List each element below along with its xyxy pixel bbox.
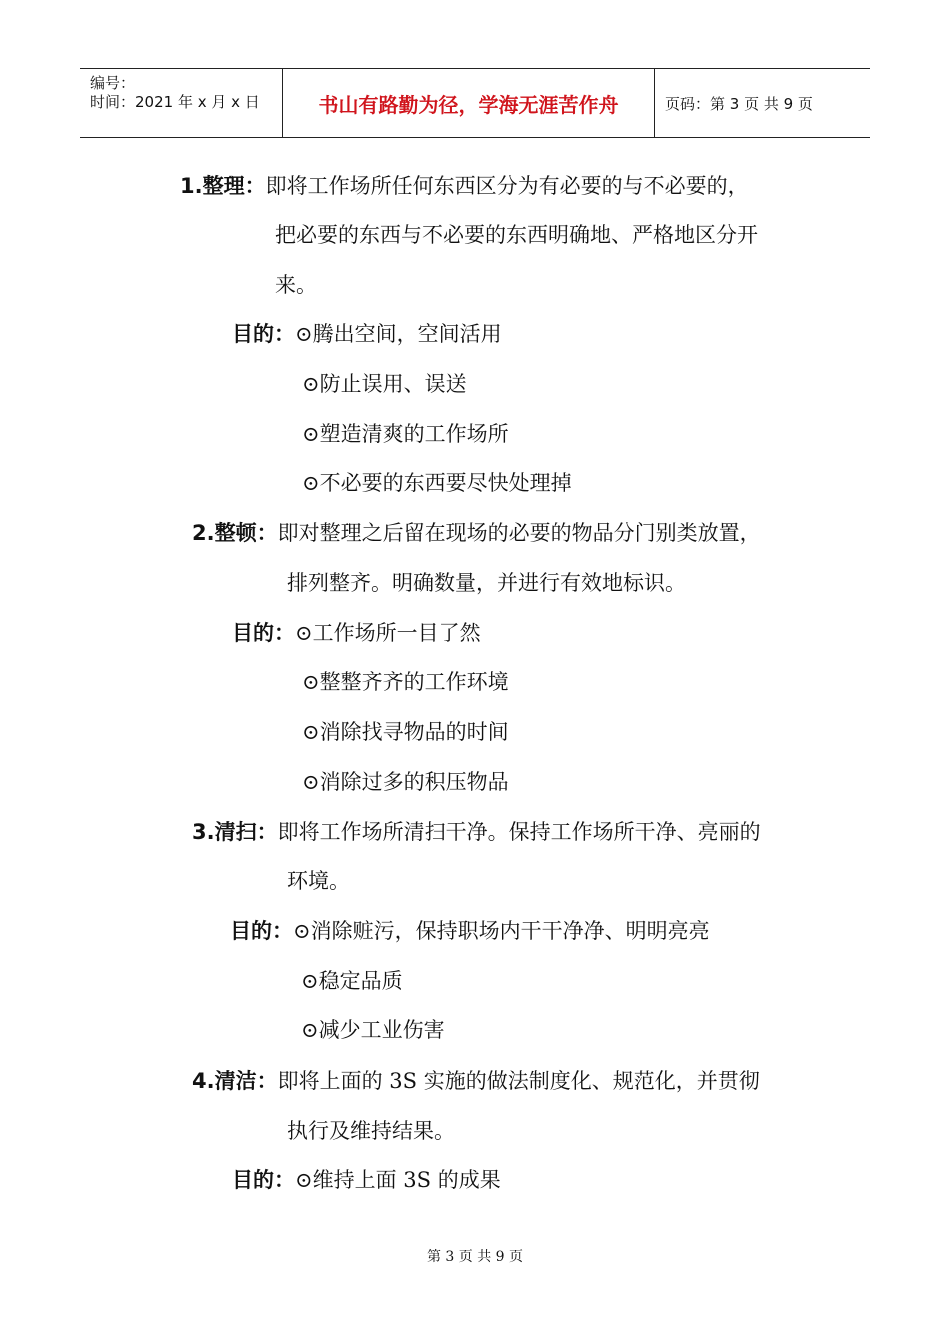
goal-item: ⊙腾出空间，空间活用 [295,322,502,346]
section-2-goal-2: ⊙整整齐齐的工作环境 [302,670,509,694]
section-2-line-1 [192,519,761,547]
page-header [80,68,870,138]
goal-label: 目的： [232,621,295,645]
goal-item: ⊙工作场所一目了然 [295,621,481,645]
page-footer: 第 3 页 共 9 页 [426,1249,524,1265]
section-3-goal-1 [230,917,710,945]
goal-item: ⊙消除赃污，保持职场内干干净净、明明亮亮 [293,919,710,943]
goal-label: 目的： [232,322,295,346]
section-2-line-2: 排列整齐。明确数量，并进行有效地标识。 [287,571,686,595]
section-text: 即将工作场所清扫干净。保持工作场所干净、亮丽的 [277,820,761,844]
section-term: 2.整顿： [192,521,278,545]
section-1-line-3: 来。 [275,273,317,297]
goal-label: 目的： [232,1168,295,1192]
section-1-goal-4: ⊙不必要的东西要尽快处理掉 [302,471,572,495]
header-motto: 书山有路勤为径，学海无涯苦作舟 [318,92,619,117]
section-4-line-1 [192,1067,760,1095]
goal-label: 目的： [230,919,293,943]
section-term: 3.清扫： [192,820,278,844]
section-4-line-2: 执行及维持结果。 [287,1119,455,1143]
section-3-goal-2: ⊙稳定品质 [301,969,403,993]
section-3-line-2: 环境。 [287,869,350,893]
section-4-goal-1 [232,1166,501,1194]
section-3-goal-3: ⊙减少工业伤害 [301,1018,445,1042]
number-label: 编号： [90,74,136,92]
section-2-goal-4: ⊙消除过多的积压物品 [302,770,509,794]
section-term: 1.整理： [180,174,266,198]
section-1-goal-1 [232,320,502,348]
section-text: 即将工作场所任何东西区分为有必要的与不必要的， [265,174,749,198]
section-term: 4.清洁： [192,1069,278,1093]
section-1-line-2: 把必要的东西与不必要的东西明确地、严格地区分开 [275,223,758,247]
time-label: 时间：2021 年 x 月 x 日 [90,93,260,111]
section-3-line-1 [192,818,761,846]
goal-item: ⊙维持上面 3S 的成果 [295,1168,501,1192]
section-text: 即将上面的 3S 实施的做法制度化、规范化，并贯彻 [277,1069,760,1093]
section-1-goal-2: ⊙防止误用、误送 [302,372,467,396]
section-2-goal-1 [232,619,481,647]
section-text: 即对整理之后留在现场的必要的物品分门别类放置， [277,521,761,545]
header-page-label: 页码：第 3 页 共 9 页 [665,95,813,113]
header-divider [654,69,655,137]
section-2-goal-3: ⊙消除找寻物品的时间 [302,720,509,744]
section-1-goal-3: ⊙塑造清爽的工作场所 [302,422,509,446]
section-1-line-1 [180,172,749,200]
header-meta-cell [80,69,282,137]
